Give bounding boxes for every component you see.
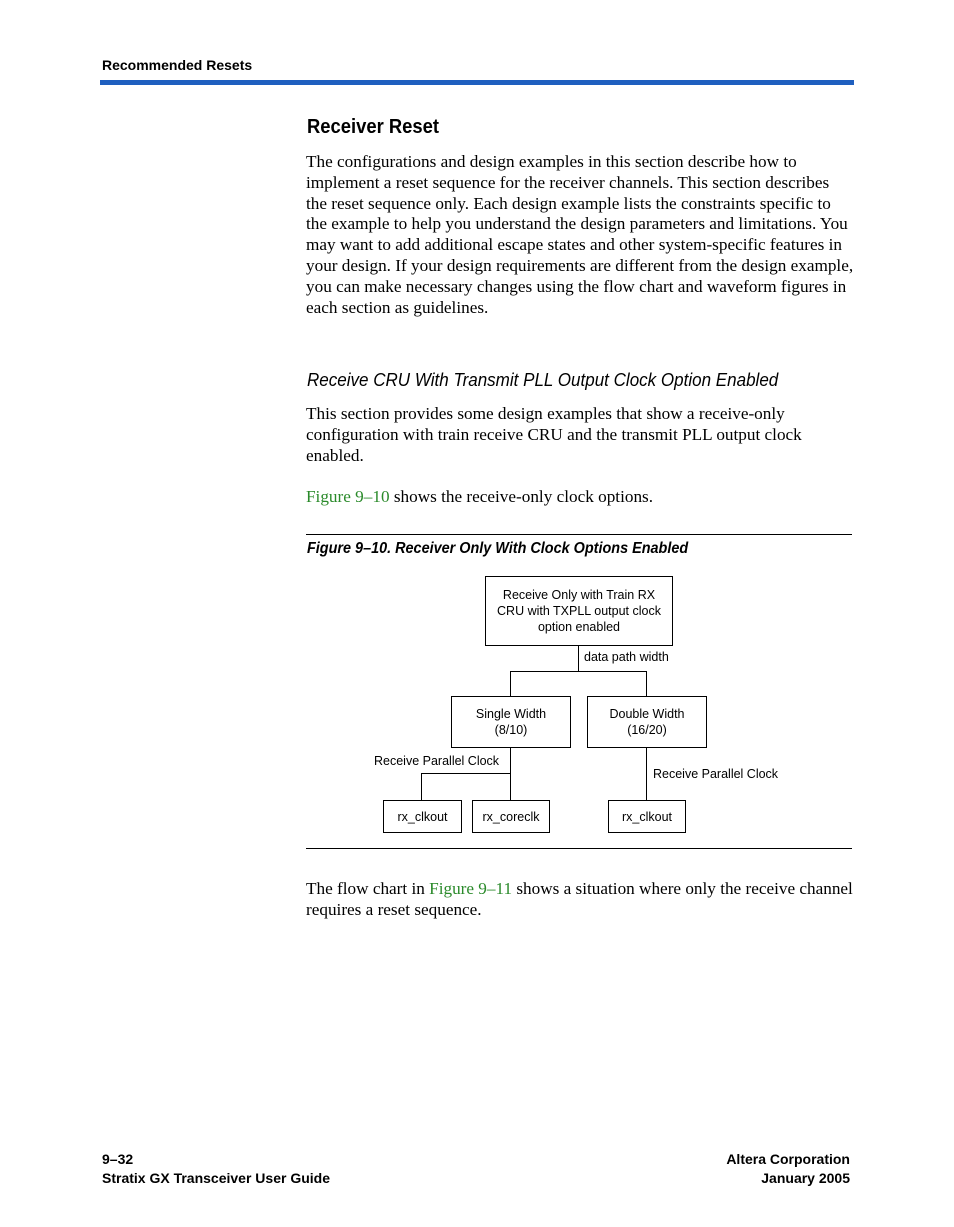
- leaf-label: rx_clkout: [397, 809, 448, 824]
- paragraph-text: shows a situation where only the receive channel requires a reset sequence.: [306, 879, 853, 919]
- figure-9-10-link[interactable]: Figure 9–10: [306, 487, 390, 506]
- connector: [646, 671, 647, 697]
- figure-caption: Figure 9–10. Receiver Only With Clock Options Enabled: [307, 540, 689, 557]
- footer-left: [102, 1150, 330, 1188]
- single-width-label: Single Width: [475, 707, 547, 721]
- connector: [421, 773, 422, 800]
- figure-top-rule: [306, 534, 852, 535]
- subsection-title: Receive CRU With Transmit PLL Output Clock Option Enabled: [307, 369, 779, 390]
- header-rule: [100, 80, 854, 85]
- page-number: 9–32: [102, 1151, 134, 1167]
- figure-9-11-link[interactable]: Figure 9–11: [429, 879, 513, 898]
- publication-date: January 2005: [761, 1170, 850, 1186]
- right-clock-label: Receive Parallel Clock: [653, 767, 779, 781]
- company-name: Altera Corporation: [726, 1151, 850, 1167]
- footer-right: [726, 1150, 850, 1188]
- closing-paragraph: [306, 879, 854, 921]
- body-paragraph: This section provides some design examples that show a receive-only configuration with train receive CRU and the transmit PLL output clock enabled.: [306, 404, 802, 465]
- body-paragraph: The configurations and design examples in this section describe how to implement a reset sequence for the receiver channels. This section describes the reset sequence only. Each design example lists the constraints specific to the example to help you understand the design parameters and limitations. You may want to add additional escape states and other system-specific features in your design. If your design requirements are different from the design example, you can make necessary changes using the flow chart and waveform figures in each section as guidelines.: [306, 152, 854, 317]
- figure-bottom-rule: [306, 848, 852, 849]
- leaf-label: rx_clkout: [621, 809, 673, 824]
- leaf-box: [383, 800, 462, 833]
- single-width-box: [451, 696, 571, 748]
- section-title: Receiver Reset: [307, 116, 439, 138]
- double-width-range: (16/20): [627, 723, 667, 737]
- root-box-label: Receive Only with Train RX CRU with TXPLL output clock option enabled: [497, 588, 661, 634]
- single-width-range: (8/10): [494, 723, 528, 737]
- root-box: [485, 576, 673, 646]
- leaf-box: [472, 800, 550, 833]
- connector: [646, 748, 647, 800]
- leaf-label: rx_coreclk: [482, 809, 540, 824]
- running-head: Recommended Resets: [102, 57, 253, 73]
- figure-reference-paragraph: [306, 487, 854, 508]
- connector: [510, 671, 647, 672]
- paragraph-text: The flow chart in: [306, 879, 430, 898]
- left-clock-label: Receive Parallel Clock: [374, 754, 500, 768]
- connector: [510, 748, 511, 800]
- leaf-box: [608, 800, 686, 833]
- branch-label: data path width: [584, 650, 669, 664]
- double-width-label: Double Width: [609, 707, 685, 721]
- connector: [421, 773, 511, 774]
- paragraph-text: shows the receive-only clock options.: [389, 487, 654, 506]
- connector: [578, 646, 579, 672]
- connector: [510, 671, 511, 697]
- double-width-box: [587, 696, 707, 748]
- document-title: Stratix GX Transceiver User Guide: [102, 1170, 330, 1186]
